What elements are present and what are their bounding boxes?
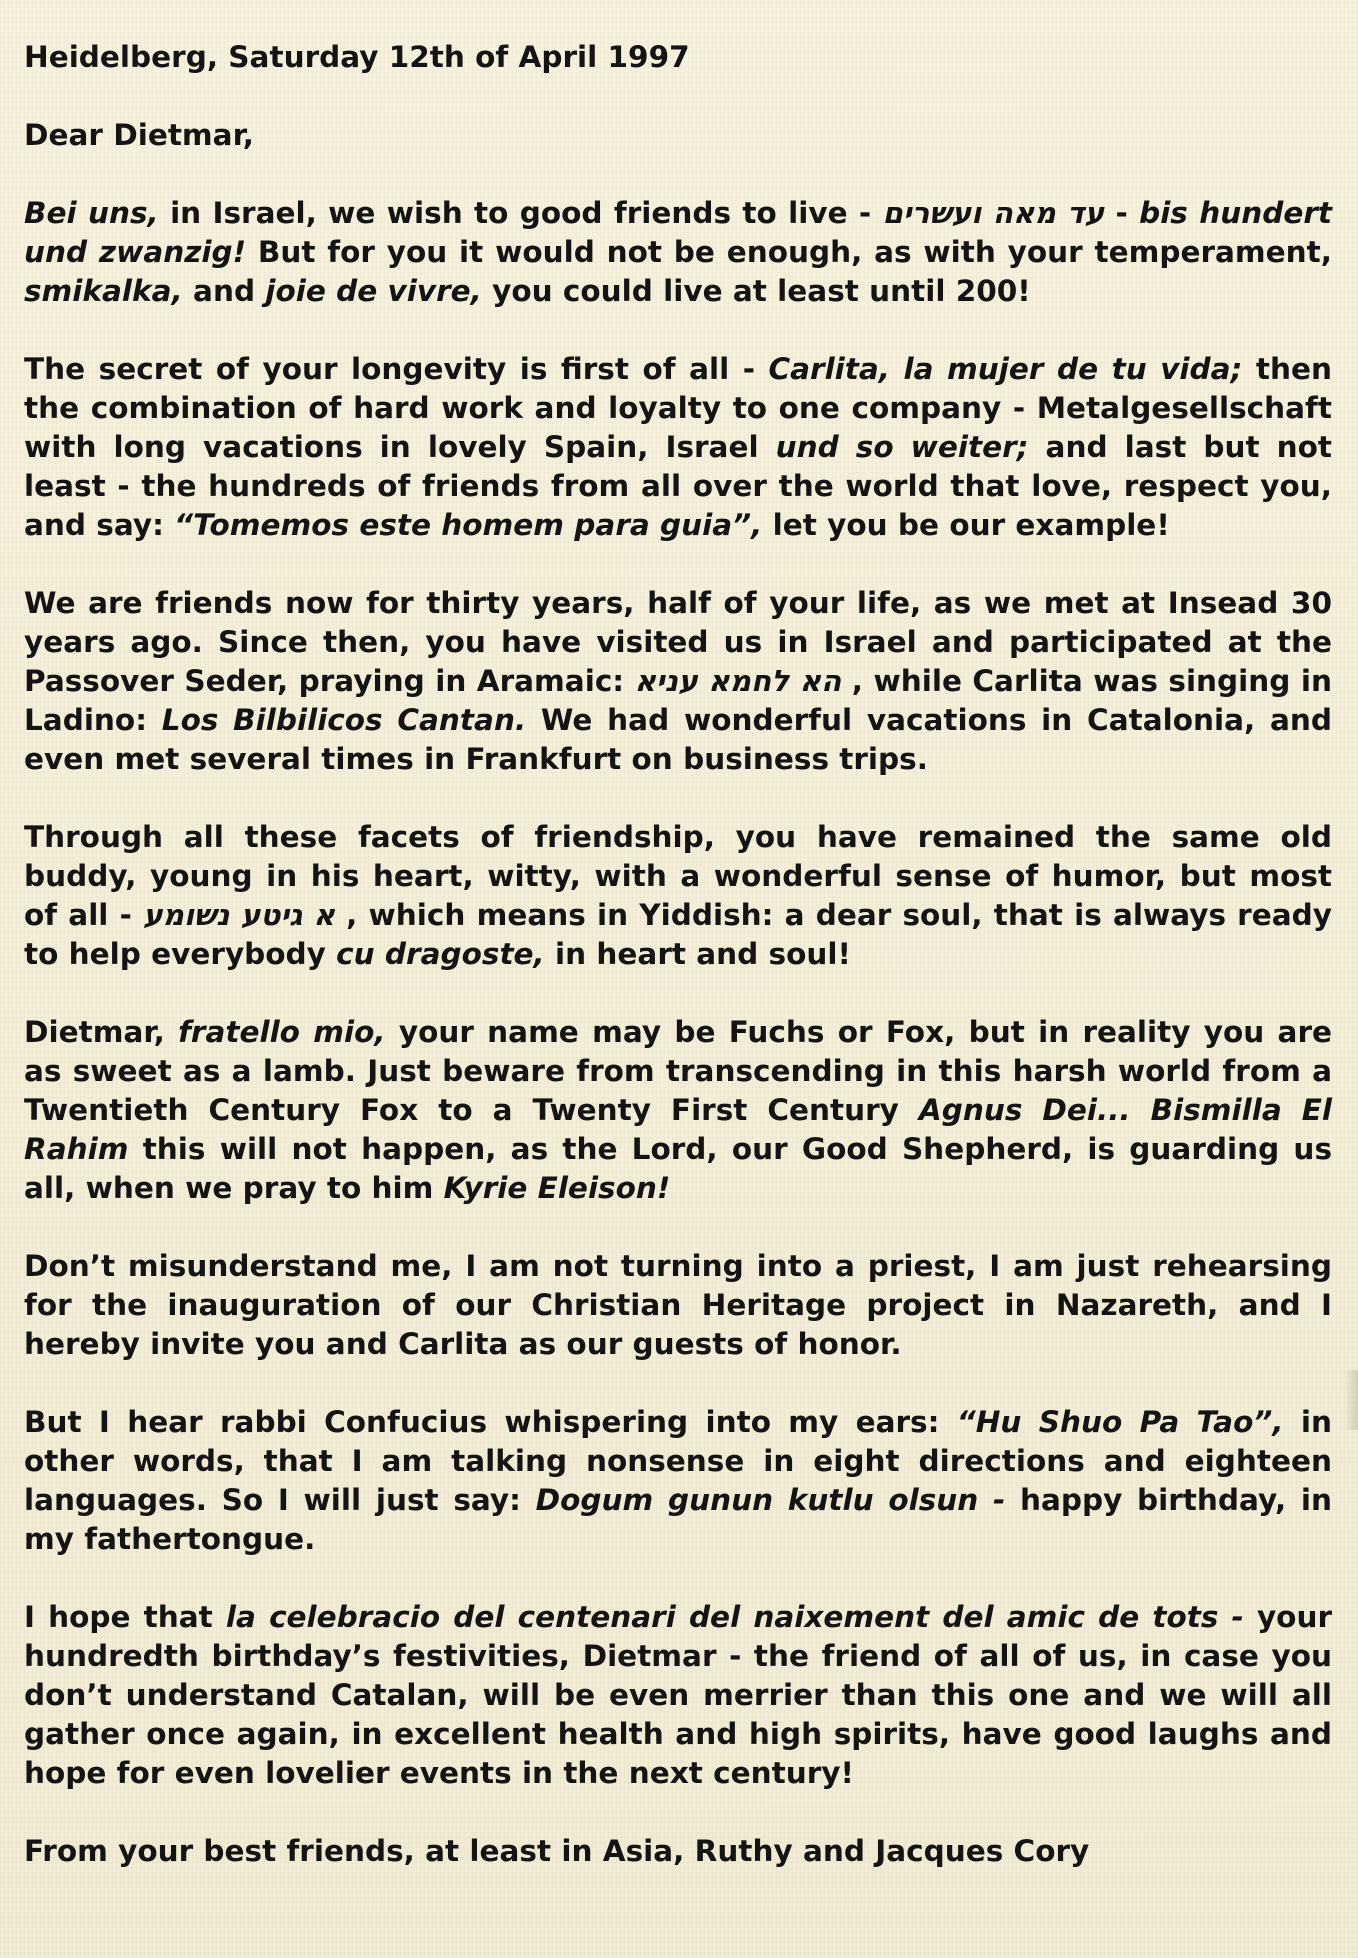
- p4-text-c: , which means in Yiddish: a dear soul, that is always ready to help everybody: [24, 898, 1332, 971]
- p7-text-c: in other words, that I am talking nonsense in eight directions and eighteen languages. So I will just say:: [24, 1405, 1332, 1517]
- letter-closing: From your best friends, at least in Asia, Ruthy and Jacques Cory: [24, 1834, 1090, 1868]
- letter-dateline: Heidelberg, Saturday 12th of April 1997: [24, 40, 690, 74]
- paragraph-6: Don’t misunderstand me, I am not turning into a priest, I am just rehearsing for the inauguration of our Christian Heritage project in Nazareth, and I hereby invite you and Carlita as our guests of honor.: [24, 1249, 1332, 1361]
- p5-text-a: Dietmar,: [24, 1015, 179, 1049]
- p3-text-c: , while Carlita was singing in Ladino:: [24, 664, 1332, 737]
- paragraph-5: [24, 1013, 1332, 1208]
- p3-italic-d: Los Bilbilicos Cantan.: [161, 703, 527, 737]
- p1-italic-e: bis hundert und zwanzig!: [24, 196, 1332, 269]
- p1-text-h: and: [182, 274, 266, 308]
- p1-italic-a: Bei uns,: [24, 196, 159, 230]
- p7-italic-d: Dogum gunun kutlu olsun -: [535, 1483, 1006, 1517]
- p7-text-a: But I hear rabbi Confucius whispering into my ears:: [24, 1405, 957, 1439]
- p4-yiddish: א גיטע נשומע: [143, 898, 335, 932]
- p1-text-d: -: [1104, 196, 1140, 230]
- paragraph-7: [24, 1403, 1332, 1559]
- p5-text-c: your name may be Fuchs or Fox, but in reality you are as sweet as a lamb. Just beware from transcending in this harsh world from a Twentieth Century Fox to a Twenty First Century: [24, 1015, 1333, 1127]
- p8-italic-b: la celebracio del centenari del naixement del amic de tots -: [225, 1600, 1244, 1634]
- p5-italic-d: Agnus Dei... Bismilla El Rahim: [24, 1093, 1332, 1166]
- p1-hebrew: עד מאה ועשרים: [882, 196, 1105, 230]
- p5-text-e: this will not happen, as the Lord, our Good Shepherd, is guarding us all, when we pray to him: [24, 1132, 1332, 1205]
- p4-italic-d: cu dragoste,: [336, 937, 545, 971]
- p2-italic-b: Carlita, la mujer de tu vida;: [768, 352, 1243, 386]
- p2-italic-f: “Tomemos este homem para guia”,: [174, 508, 763, 542]
- p3-text-a: We are friends now for thirty years, half of your life, as we met at Insead 30 years ago. Since then, you have visited us in Israel and participated at the Passover Seder, praying in Aramaic:: [24, 586, 1332, 698]
- p2-text-g: let you be our example!: [762, 508, 1170, 542]
- paragraph-1: [24, 194, 1332, 311]
- p4-text-a: Through all these facets of friendship, you have remained the same old buddy, young in his heart, witty, with a wonderful sense of humor, but most of all -: [24, 820, 1332, 932]
- paragraph-8: [24, 1598, 1332, 1793]
- p1-text-j: you could live at least until 200!: [481, 274, 1031, 308]
- p3-text-e: We had wonderful vacations in Catalonia, and even met several times in Frankfurt on business trips.: [24, 703, 1332, 776]
- p2-text-c: then the combination of hard work and loyalty to one company - Metalgesellschaft with long vacations in lovely Spain, Israel: [24, 352, 1332, 464]
- p2-text-e: and last but not least - the hundreds of friends from all over the world that love, respect you, and say:: [24, 430, 1332, 542]
- p2-italic-d: und so weiter;: [775, 430, 1029, 464]
- p5-italic-b: fratello mio,: [178, 1015, 386, 1049]
- paragraph-3: [24, 584, 1332, 779]
- p1-italic-i: joie de vivre,: [265, 274, 482, 308]
- p8-text-a: I hope that: [24, 1600, 226, 1634]
- p4-text-e: in heart and soul!: [544, 937, 851, 971]
- p5-italic-f: Kyrie Eleison!: [443, 1171, 671, 1205]
- p8-text-c: your hundredth birthday’s festivities, Dietmar - the friend of all of us, in case you don’t understand Catalan, will be even merrier than this one and we will all gather once again, in excellent health and high spirits, have good laughs and hope for even lovelier events in the next century!: [24, 1600, 1332, 1790]
- paragraph-2: [24, 350, 1332, 545]
- p2-text-a: The secret of your longevity is first of all -: [24, 352, 769, 386]
- p3-aramaic: הא לחמא עניא: [634, 664, 842, 698]
- letter-greeting: Dear Dietmar,: [24, 118, 254, 152]
- p1-text-b: in Israel, we wish to good friends to live -: [158, 196, 883, 230]
- paragraph-4: [24, 818, 1332, 974]
- p1-italic-g: smikalka,: [24, 274, 183, 308]
- p7-text-e: happy birthday, in my fathertongue.: [24, 1483, 1332, 1556]
- p1-text-f: But for you it would not be enough, as with your temperament,: [246, 235, 1332, 269]
- p7-italic-b: “Hu Shuo Pa Tao”,: [956, 1405, 1284, 1439]
